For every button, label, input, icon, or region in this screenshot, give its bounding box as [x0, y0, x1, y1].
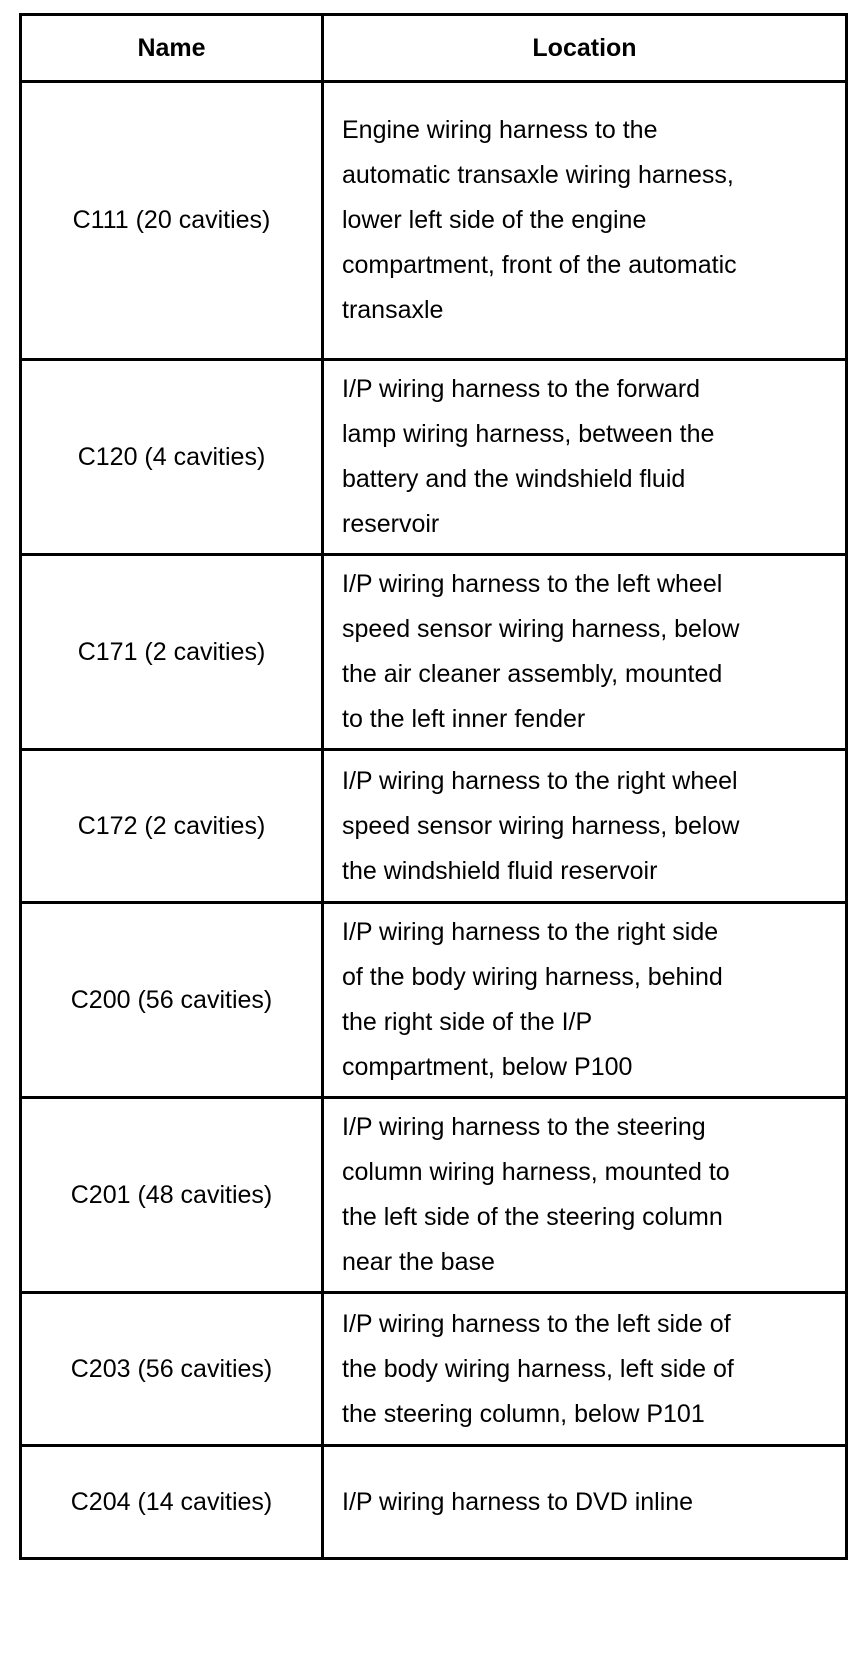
table-header-row — [21, 15, 847, 82]
connector-location: I/P wiring harness to the left side of the body wiring harness, left side of the steering column, below P101 — [323, 1293, 847, 1446]
connector-name: C203 (56 cavities) — [21, 1293, 323, 1446]
table-row — [21, 1446, 847, 1559]
connector-location: I/P wiring harness to DVD inline — [323, 1446, 847, 1559]
connector-location: I/P wiring harness to the left wheel speed sensor wiring harness, below the air cleaner assembly, mounted to the left inner fender — [323, 555, 847, 750]
connector-location: Engine wiring harness to the automatic transaxle wiring harness, lower left side of the engine compartment, front of the automatic transaxle — [323, 82, 847, 360]
connector-table-container — [19, 13, 845, 1560]
connector-name: C111 (20 cavities) — [21, 82, 323, 360]
connector-name: C120 (4 cavities) — [21, 360, 323, 555]
table-row — [21, 1293, 847, 1446]
connector-name: C204 (14 cavities) — [21, 1446, 323, 1559]
table-row — [21, 360, 847, 555]
table-row — [21, 1098, 847, 1293]
connector-name: C171 (2 cavities) — [21, 555, 323, 750]
table-row — [21, 750, 847, 903]
connector-name: C200 (56 cavities) — [21, 903, 323, 1098]
connector-table — [19, 13, 848, 1560]
table-row — [21, 82, 847, 360]
table-row — [21, 555, 847, 750]
header-name: Name — [21, 15, 323, 82]
table-row — [21, 903, 847, 1098]
connector-name: C201 (48 cavities) — [21, 1098, 323, 1293]
connector-location: I/P wiring harness to the right wheel speed sensor wiring harness, below the windshield fluid reservoir — [323, 750, 847, 903]
connector-location: I/P wiring harness to the right side of the body wiring harness, behind the right side of the I/P compartment, below P100 — [323, 903, 847, 1098]
connector-location: I/P wiring harness to the forward lamp wiring harness, between the battery and the windshield fluid reservoir — [323, 360, 847, 555]
connector-location: I/P wiring harness to the steering column wiring harness, mounted to the left side of the steering column near the base — [323, 1098, 847, 1293]
connector-name: C172 (2 cavities) — [21, 750, 323, 903]
header-location: Location — [323, 15, 847, 82]
